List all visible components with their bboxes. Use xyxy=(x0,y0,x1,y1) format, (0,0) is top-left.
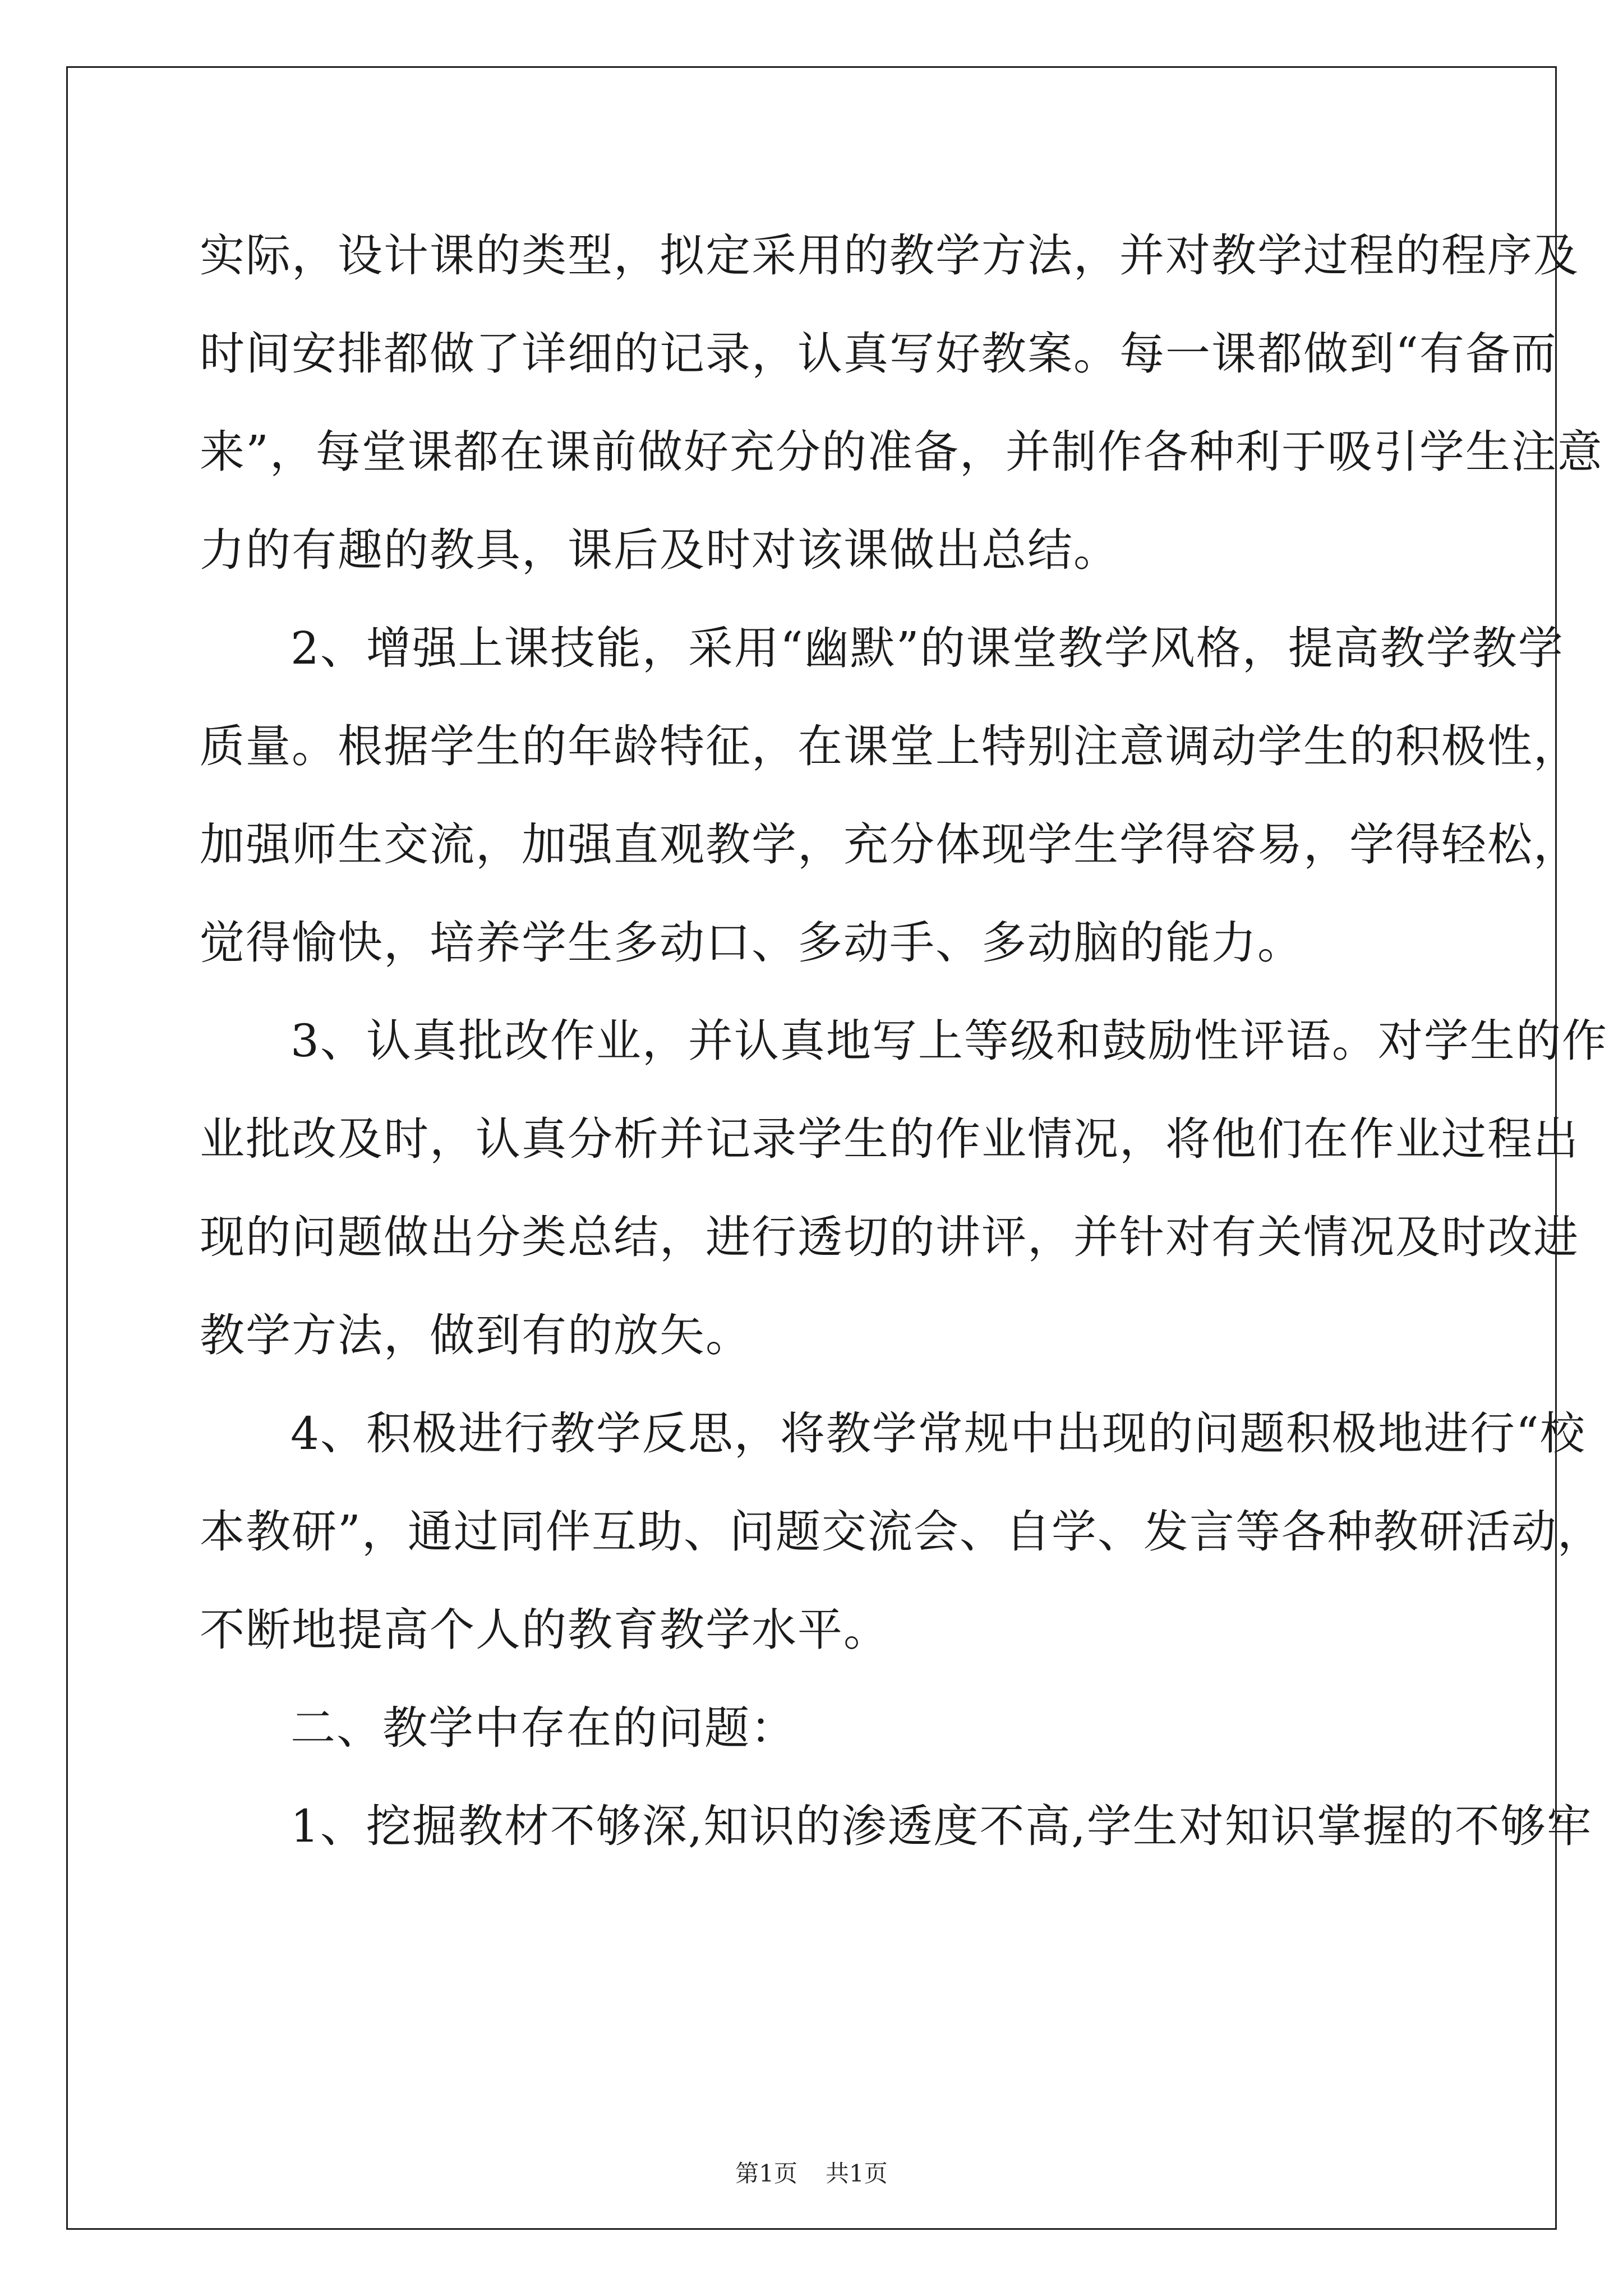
text-line: 时间安排都做了详细的记录，认真写好教案。每一课都做到“有备而 xyxy=(200,328,1557,380)
text-line: 来”，每堂课都在课前做好充分的准备，并制作各种利于吸引学生注意 xyxy=(200,426,1603,478)
text-line: 力的有趣的教具，课后及时对该课做出总结。 xyxy=(200,524,1119,576)
paragraph-start-line: 3、认真批改作业，并认真地写上等级和鼓励性评语。对学生的作 xyxy=(291,1015,1608,1067)
page-number-total: 共1页 xyxy=(826,2160,888,2187)
text-line: 不断地提高个人的教育教学水平。 xyxy=(200,1604,889,1656)
paragraph-start-line: 4、积极进行教学反思，将教学常规中出现的问题积极地进行“校 xyxy=(291,1407,1586,1460)
page-number-current: 第1页 xyxy=(735,2160,797,2187)
text-line: 本教研”，通过同伴互助、问题交流会、自学、发言等各种教研活动， xyxy=(200,1506,1603,1558)
text-line: 实际，设计课的类型，拟定采用的教学方法，并对教学过程的程序及 xyxy=(200,229,1579,282)
document-body xyxy=(200,206,1608,1875)
text-line: 现的问题做出分类总结，进行透切的讲评，并针对有关情况及时改进 xyxy=(200,1211,1579,1263)
paragraph-start-line: 2、增强上课技能，采用“幽默”的课堂教学风格，提高教学教学 xyxy=(291,622,1564,674)
text-line: 觉得愉快，培养学生多动口、多动手、多动脑的能力。 xyxy=(200,917,1303,969)
page-footer xyxy=(0,2157,1623,2191)
paragraph-start-line: 1、挖掘教材不够深,知识的渗透度不高,学生对知识掌握的不够牢 xyxy=(291,1800,1593,1852)
text-line: 质量。根据学生的年龄特征，在课堂上特别注意调动学生的积极性， xyxy=(200,720,1579,772)
text-line: 加强师生交流，加强直观教学，充分体现学生学得容易，学得轻松， xyxy=(200,818,1579,871)
section-heading: 二、教学中存在的问题： xyxy=(291,1702,796,1754)
text-line: 教学方法，做到有的放矢。 xyxy=(200,1309,751,1361)
text-line: 业批改及时，认真分析并记录学生的作业情况，将他们在作业过程出 xyxy=(200,1113,1579,1165)
